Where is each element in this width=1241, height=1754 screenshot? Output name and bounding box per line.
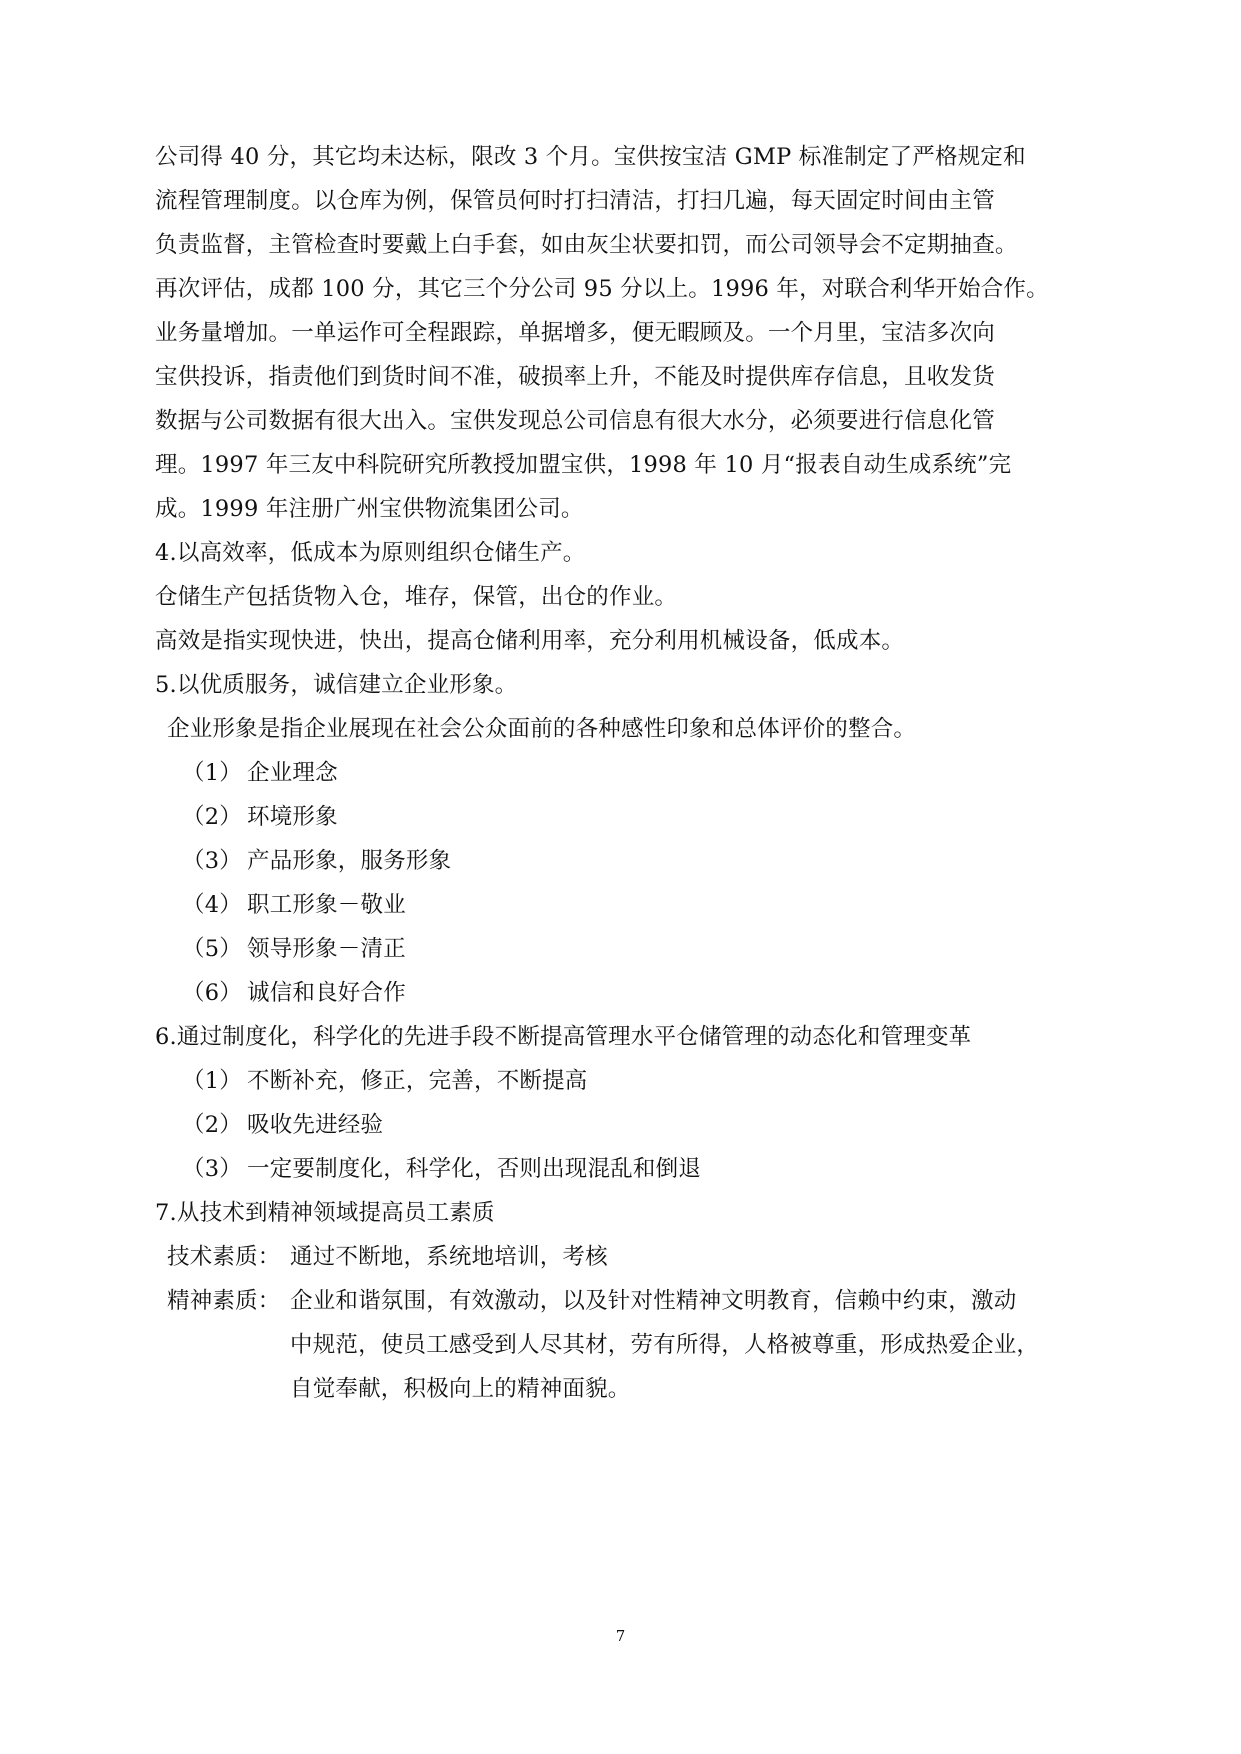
list-item-text: 职工形象－敬业 — [247, 892, 406, 918]
list-item-text: 诚信和良好合作 — [247, 980, 406, 1006]
list-item-number: （4） — [182, 892, 242, 918]
paragraph-line: 负责监督，主管检查时要戴上白手套，如由灰尘状要扣罚，而公司领导会不定期抽查。 — [155, 232, 1018, 258]
paragraph-line: 流程管理制度。以仓库为例，保管员何时打扫清洁，打扫几遍，每天固定时间由主管 — [155, 188, 995, 214]
section-5-intro: 企业形象是指企业展现在社会公众面前的各种感性印象和总体评价的整合。 — [167, 716, 917, 742]
list-item-number: （6） — [182, 980, 242, 1006]
list-item-text: 企业理念 — [247, 760, 338, 786]
list-item-number: （3） — [182, 848, 242, 874]
spirit-quality-label: 精神素质： — [167, 1288, 281, 1314]
paragraph-line: 业务量增加。一单运作可全程跟踪，单据增多，便无暇顾及。一个月里，宝洁多次向 — [155, 320, 995, 346]
list-item-text: 环境形象 — [247, 804, 338, 830]
paragraph-line: 公司得 40 分，其它均未达标，限改 3 个月。宝供按宝洁 GMP 标准制定了严格规定和 — [155, 144, 1026, 170]
section-4-text: 高效是指实现快进，快出，提高仓储利用率，充分利用机械设备，低成本。 — [155, 628, 905, 654]
section-6-heading: 6.通过制度化，科学化的先进手段不断提高管理水平仓储管理的动态化和管理变革 — [155, 1024, 972, 1050]
list-item-text: 一定要制度化，科学化，否则出现混乱和倒退 — [247, 1156, 702, 1182]
paragraph-line: 理。1997 年三友中科院研究所教授加盟宝供，1998 年 10 月“报表自动生成系统”完 — [155, 452, 1012, 478]
section-4-heading: 4.以高效率，低成本为原则组织仓储生产。 — [155, 540, 586, 566]
spirit-quality-text: 中规范，使员工感受到人尽其材，劳有所得，人格被尊重，形成热爱企业， — [290, 1332, 1040, 1358]
list-item-number: （2） — [182, 804, 242, 830]
list-item-number: （1） — [182, 760, 242, 786]
section-7-heading: 7.从技术到精神领域提高员工素质 — [155, 1200, 495, 1226]
paragraph-line: 成。1999 年注册广州宝供物流集团公司。 — [155, 496, 584, 522]
list-item-number: （1） — [182, 1068, 242, 1094]
list-item-text: 领导形象－清正 — [247, 936, 406, 962]
section-4-text: 仓储生产包括货物入仓，堆存，保管，出仓的作业。 — [155, 584, 678, 610]
list-item-number: （3） — [182, 1156, 242, 1182]
paragraph-line: 宝供投诉，指责他们到货时间不准，破损率上升，不能及时提供库存信息，且收发货 — [155, 364, 995, 390]
section-5-heading: 5.以优质服务，诚信建立企业形象。 — [155, 672, 518, 698]
list-item-text: 产品形象，服务形象 — [247, 848, 452, 874]
list-item-number: （5） — [182, 936, 242, 962]
list-item-number: （2） — [182, 1112, 242, 1138]
paragraph-line: 数据与公司数据有很大出入。宝供发现总公司信息有很大水分，必须要进行信息化管 — [155, 408, 995, 434]
spirit-quality-text: 企业和谐氛围，有效激动，以及针对性精神文明教育，信赖中约束，激动 — [290, 1288, 1017, 1314]
list-item-text: 吸收先进经验 — [247, 1112, 384, 1138]
list-item-text: 不断补充，修正，完善，不断提高 — [247, 1068, 588, 1094]
tech-quality-text: 通过不断地，系统地培训，考核 — [290, 1244, 608, 1270]
paragraph-line: 再次评估，成都 100 分，其它三个分公司 95 分以上。1996 年，对联合利华开始合作。 — [155, 276, 1049, 302]
tech-quality-label: 技术素质： — [167, 1244, 281, 1270]
spirit-quality-text: 自觉奉献，积极向上的精神面貌。 — [290, 1376, 631, 1402]
page-number: 7 — [615, 1627, 626, 1645]
